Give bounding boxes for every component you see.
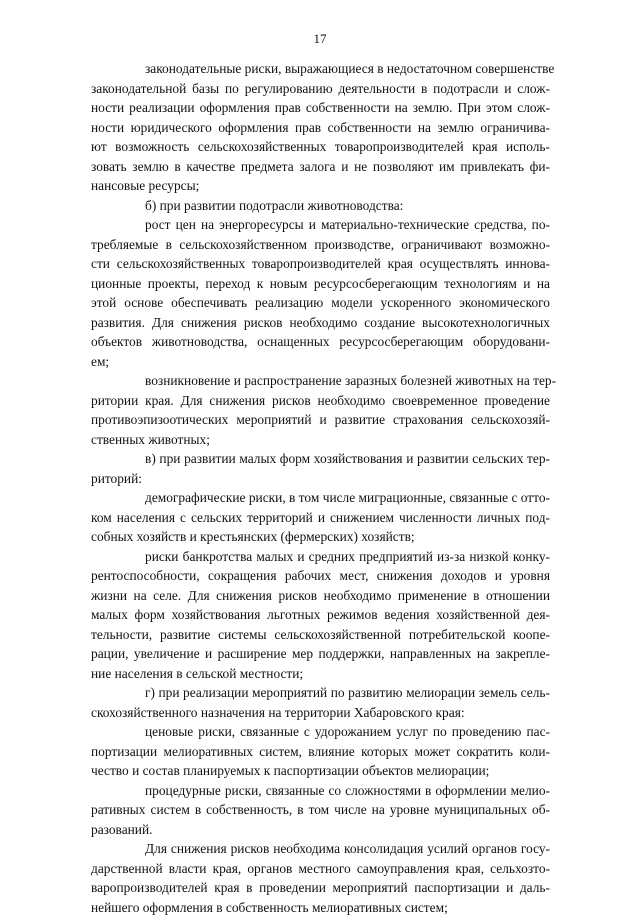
text-line: противоэпизоотических мероприятий и развитие страхования сельскохозяй- <box>91 410 550 430</box>
text-line: сти сельскохозяйственных товаропроизводителей края осуществлять иннова- <box>91 254 550 274</box>
paragraph <box>91 215 550 371</box>
text-line: демографические риски, в том числе миграционные, связанные с отто- <box>91 488 550 508</box>
paragraph <box>91 59 550 196</box>
text-line: ние населения в сельской местности; <box>91 664 550 684</box>
text-line: требляемые в сельскохозяйственном производстве, ограничивают возможно- <box>91 235 550 255</box>
text-line: ценовые риски, связанные с удорожанием услуг по проведению пас- <box>91 722 550 742</box>
text-line: портизации мелиоративных систем, влияние которых может сократить коли- <box>91 742 550 762</box>
text-line: ственных животных; <box>91 430 550 450</box>
text-line: г) при реализации мероприятий по развитию мелиорации земель сель- <box>91 683 550 703</box>
text-line: нейшего оформления в собственность мелиоративных систем; <box>91 898 550 917</box>
text-line: ком населения с сельских территорий и снижением численности личных под- <box>91 508 550 528</box>
paragraph <box>91 839 550 917</box>
text-line: законодательной базы по регулированию деятельности в подотрасли и слож- <box>91 79 550 99</box>
text-line: ративных систем в собственность, в том числе на уровне муниципальных об- <box>91 800 550 820</box>
paragraph <box>91 722 550 781</box>
text-line: разований. <box>91 820 550 840</box>
text-line: нансовые ресурсы; <box>91 176 550 196</box>
text-line: Для снижения рисков необходима консолидация усилий органов госу- <box>91 839 550 859</box>
text-line: тельности, развитие системы сельскохозяйственной потребительской коопе- <box>91 625 550 645</box>
paragraph <box>91 683 550 722</box>
text-line: этой основе обеспечивать реализацию модели ускоренного экономического <box>91 293 550 313</box>
page-number: 17 <box>0 31 640 47</box>
text-line: чество и состав планируемых к паспортизации объектов мелиорации; <box>91 761 550 781</box>
paragraph <box>91 196 550 216</box>
document-body <box>91 59 550 917</box>
text-line: собных хозяйств и крестьянских (фермерских) хозяйств; <box>91 527 550 547</box>
text-line: процедурные риски, связанные со сложностями в оформлении мелио- <box>91 781 550 801</box>
text-line: рации, увеличение и расширение мер поддержки, направленных на закрепле- <box>91 644 550 664</box>
text-line: в) при развитии малых форм хозяйствования и развитии сельских тер- <box>91 449 550 469</box>
text-line: риторий: <box>91 469 550 489</box>
text-line: ности реализации оформления прав собственности на землю. При этом слож- <box>91 98 550 118</box>
text-line: ритории края. Для снижения рисков необходимо своевременное проведение <box>91 391 550 411</box>
text-line: ционные проекты, переход к новым ресурсосберегающим технологиям и на <box>91 274 550 294</box>
text-line: ют возможность сельскохозяйственных товаропроизводителей края исполь- <box>91 137 550 157</box>
text-line: ем; <box>91 352 550 372</box>
text-line: скохозяйственного назначения на территории Хабаровского края: <box>91 703 550 723</box>
paragraph <box>91 547 550 684</box>
text-line: жизни на селе. Для снижения рисков необходимо применение в отношении <box>91 586 550 606</box>
text-line: законодательные риски, выражающиеся в недостаточном совершенстве <box>91 59 550 79</box>
text-line: зовать землю в качестве предмета залога и не позволяют им привлекать фи- <box>91 157 550 177</box>
paragraph <box>91 488 550 547</box>
text-line: возникновение и распространение заразных болезней животных на тер- <box>91 371 550 391</box>
text-line: малых форм хозяйствования льготных режимов ведения хозяйственной дея- <box>91 605 550 625</box>
text-line: рост цен на энергоресурсы и материально-технические средства, по- <box>91 215 550 235</box>
text-line: б) при развитии подотрасли животноводства: <box>91 196 550 216</box>
text-line: варопроизводителей края в проведении мероприятий паспортизации и даль- <box>91 878 550 898</box>
text-line: развития. Для снижения рисков необходимо создание высокотехнологичных <box>91 313 550 333</box>
paragraph <box>91 371 550 449</box>
paragraph <box>91 781 550 840</box>
paragraph <box>91 449 550 488</box>
text-line: рентоспособности, сокращения рабочих мест, снижения доходов и уровня <box>91 566 550 586</box>
text-line: объектов животноводства, оснащенных ресурсосберегающим оборудовани- <box>91 332 550 352</box>
text-line: ности юридического оформления прав собственности на землю ограничива- <box>91 118 550 138</box>
text-line: риски банкротства малых и средних предприятий из-за низкой конку- <box>91 547 550 567</box>
text-line: дарственной власти края, органов местного самоуправления края, сельхозто- <box>91 859 550 879</box>
